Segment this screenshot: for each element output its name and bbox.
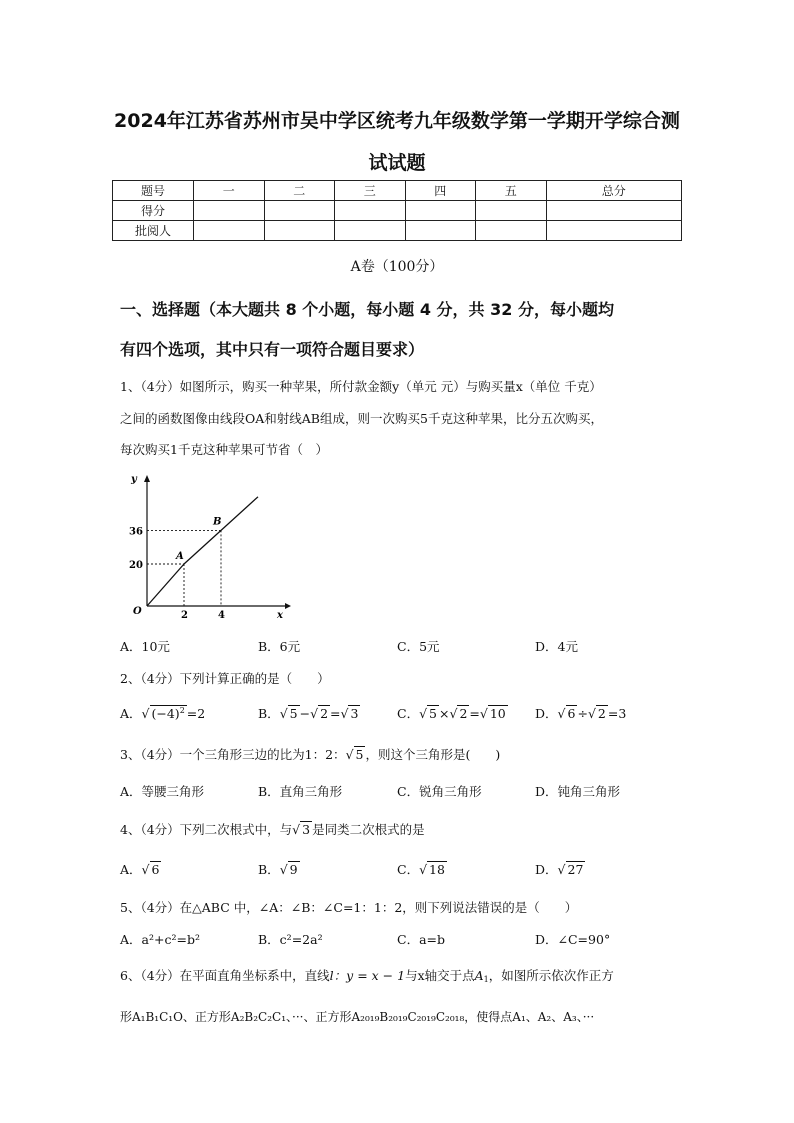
score-cell[interactable] [335, 221, 406, 241]
score-cell[interactable] [335, 201, 406, 221]
operator: × [439, 706, 450, 721]
point-a-label: A [176, 551, 184, 562]
q6-line-2: 形A₁B₁C₁O、正方形A₂B₂C₂C₁、···、正方形A₂₀₁₉B₂₀₁₉C₂₀₁₉C₂₀₁₈，使得点A₁、A₂、A₃、··· [120, 1010, 595, 1024]
q6-text: 与x轴交于点 [405, 968, 475, 983]
option-label: A． [120, 706, 142, 721]
operator: ÷ [577, 706, 588, 721]
q5-option-a[interactable]: A．a²+c²=b² [120, 932, 200, 947]
score-cell[interactable] [476, 221, 547, 241]
radicand: 10 [489, 706, 506, 721]
q5-option-b[interactable]: B．c²=2a² [258, 932, 323, 947]
q4-stem-text: 4、（4分）下列二次根式中，与 [120, 822, 293, 837]
q6-text: 6、（4分）在平面直角坐标系中，直线 [120, 968, 330, 983]
q4-option-a[interactable]: A．√ 6 [120, 862, 160, 877]
score-table [112, 180, 682, 241]
q2-option-d[interactable]: D．√ 6 ÷√ 2 =3 [535, 706, 627, 721]
option-label: C． [397, 706, 420, 721]
q6-point: A [474, 968, 484, 983]
score-cell[interactable] [264, 201, 335, 221]
score-row-label: 批阅人 [113, 221, 194, 241]
score-header-cell: 三 [335, 181, 406, 201]
score-table-header-row [113, 181, 682, 201]
q1-option-a[interactable]: A．10元 [120, 639, 170, 654]
radicand: 3 [350, 706, 359, 721]
option-rest: =3 [607, 706, 627, 721]
score-cell[interactable] [405, 201, 476, 221]
equals: = [469, 706, 480, 721]
q3-stem-text: ，则这个三角形是( ) [365, 747, 501, 762]
q4-option-c[interactable]: C．√ 18 [397, 862, 445, 877]
score-cell[interactable] [476, 201, 547, 221]
y-tick-label: 20 [129, 560, 143, 571]
score-cell[interactable] [194, 201, 265, 221]
q3-option-c[interactable]: C．锐角三角形 [397, 784, 482, 799]
q1-option-c[interactable]: C．5元 [397, 639, 440, 654]
segment-oa [147, 564, 184, 606]
q5-stem: 5、（4分）在△ABC 中，∠A：∠B：∠C=1：1：2，则下列说法错误的是（ ） [120, 900, 578, 915]
option-label: B． [258, 706, 280, 721]
q4-option-d[interactable]: D．√ 27 [535, 862, 584, 877]
q2-option-a[interactable]: A．√ $(-4)^2 =2$ [120, 706, 206, 721]
section-a-heading: A卷（100分） [350, 259, 444, 275]
radicand: 18 [429, 862, 445, 877]
q3-option-d[interactable]: D．钝角三角形 [535, 784, 621, 799]
radicand: 5 [355, 747, 364, 762]
y-axis-label: y [131, 474, 137, 485]
radicand: 27 [567, 862, 584, 877]
q1-line-3: 每次购买1千克这种苹果可节省（ ） [120, 442, 328, 457]
radicand: 2 [320, 706, 329, 721]
score-header-cell: 四 [405, 181, 476, 201]
q3-stem: 3、（4分）一个三角形三边的比为1：2：√ 5 ，则这个三角形是( ) [120, 747, 501, 762]
radicand: (−4) [151, 706, 180, 721]
q3-stem-text: 3、（4分）一个三角形三边的比为1：2： [120, 747, 346, 762]
x-tick-label: 2 [181, 610, 188, 621]
q4-stem-text: 是同类二次根式的是 [312, 822, 425, 837]
score-header-cell: 总分 [546, 181, 682, 201]
option-label: B． [258, 862, 280, 877]
radicand: 9 [289, 862, 298, 877]
section-one-heading-line-1: 一、选择题（本大题共 8 个小题，每小题 4 分，共 32 分，每小题均 [120, 300, 614, 319]
option-label: D． [535, 706, 558, 721]
q2-option-c[interactable]: C．√ 5 ×√ 2 =√ 10 [397, 706, 506, 721]
score-cell[interactable] [546, 221, 682, 241]
q3-option-b[interactable]: B．直角三角形 [258, 784, 343, 799]
section-one-heading-line-2: 有四个选项，其中只有一项符合题目要求） [120, 340, 425, 359]
x-tick-label: 4 [218, 610, 225, 621]
radicand: 5 [289, 706, 298, 721]
radicand: 6 [151, 862, 160, 877]
x-axis-arrow [285, 603, 291, 609]
q4-stem: 4、（4分）下列二次根式中，与√ 3 是同类二次根式的是 [120, 822, 425, 837]
score-header-cell: 一 [194, 181, 265, 201]
radicand: 2 [459, 706, 468, 721]
score-table-row [113, 201, 682, 221]
score-header-cell: 题号 [113, 181, 194, 201]
q1-line-2: 之间的函数图像由线段OA和射线AB组成，则一次购买5千克这种苹果，比分五次购买， [120, 411, 603, 426]
q1-option-d[interactable]: D．4元 [535, 639, 578, 654]
origin-label: O [133, 606, 142, 617]
option-rest: =2 [186, 706, 206, 721]
q1-option-b[interactable]: B．6元 [258, 639, 301, 654]
q6-line-l: l [329, 968, 334, 983]
point-b-label: B [213, 516, 222, 528]
q1-line-1: 1、（4分）如图所示，购买一种苹果，所付款金额y（单元 元）与购买量x（单位 千克） [120, 379, 602, 394]
option-label: D． [535, 862, 558, 877]
q5-option-c[interactable]: C．a=b [397, 932, 445, 947]
title-line-2: 试试题 [368, 152, 426, 174]
q5-option-d[interactable]: D．∠C=90° [535, 932, 611, 947]
q1-graph [125, 472, 295, 622]
option-label: A． [120, 862, 142, 877]
y-tick-label: 36 [129, 526, 143, 538]
x-axis-label: x [277, 610, 283, 621]
q4-option-b[interactable]: B．√ 9 [258, 862, 298, 877]
q6-text: ，如图所示依次作正方 [488, 968, 614, 983]
score-header-cell: 五 [476, 181, 547, 201]
y-axis-arrow [144, 475, 150, 482]
title-line-1: 2024年江苏省苏州市吴中学区统考九年级数学第一学期开学综合测 [114, 110, 680, 132]
score-table-row [113, 221, 682, 241]
radicand: 3 [302, 822, 311, 837]
q2-stem: 2、（4分）下列计算正确的是（ ） [120, 671, 330, 686]
q3-option-a[interactable]: A．等腰三角形 [120, 784, 205, 799]
operator: − [299, 706, 311, 721]
score-cell[interactable] [405, 221, 476, 241]
score-cell[interactable] [264, 221, 335, 241]
score-cell[interactable] [194, 221, 265, 241]
exponent: 2 [179, 706, 185, 715]
q6-line-1 [120, 966, 680, 984]
q6-subscript: 1 [483, 975, 489, 984]
q6-equation: ：y = x − 1 [333, 968, 406, 983]
option-label: C． [397, 862, 420, 877]
q2-option-b[interactable]: B．√ 5 −√ 2 =√ 3 [258, 706, 359, 721]
equals: = [330, 706, 341, 721]
score-row-label: 得分 [113, 201, 194, 221]
score-header-cell: 二 [264, 181, 335, 201]
radicand: 5 [429, 706, 437, 721]
score-cell[interactable] [546, 201, 682, 221]
radicand: 2 [597, 706, 606, 721]
radicand: 6 [567, 706, 576, 721]
